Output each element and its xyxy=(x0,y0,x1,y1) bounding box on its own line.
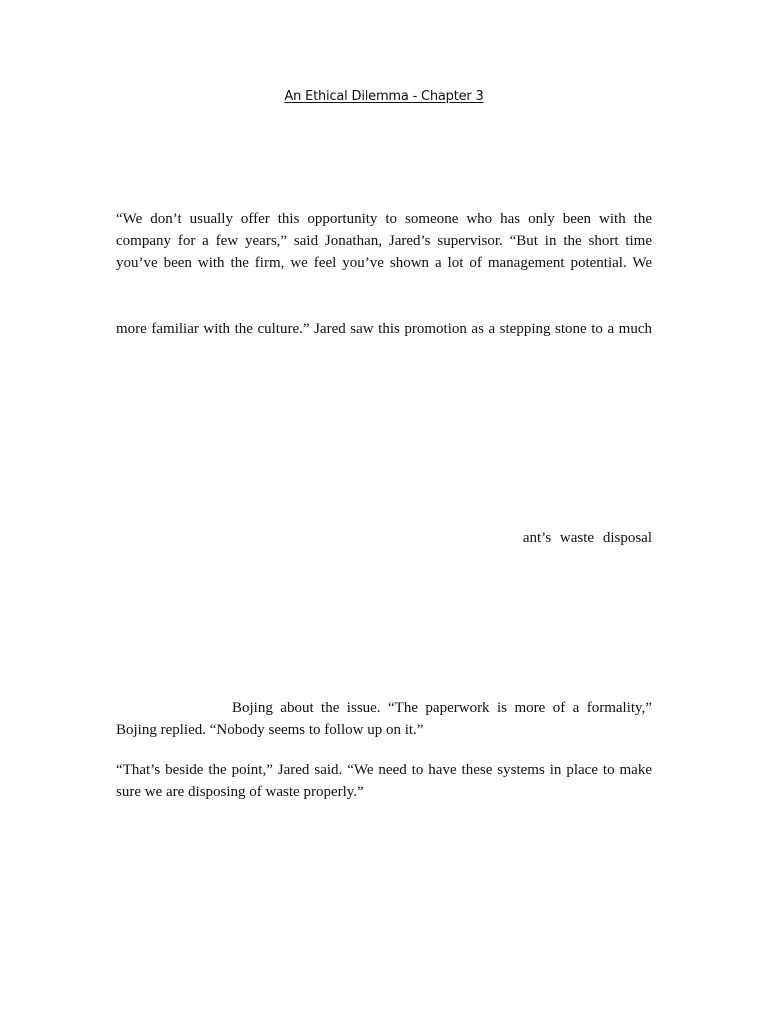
paragraph-1-line-3: you’ve been with the firm, we feel you’ve shown a lot of management potential. We xyxy=(116,255,652,271)
paragraph-5-line-1: “That’s beside the point,” Jared said. “We need to have these systems in place to make xyxy=(116,762,652,778)
document-title: An Ethical Dilemma - Chapter 3 xyxy=(284,89,484,104)
paragraph-2-line: more familiar with the culture.” Jared saw this promotion as a stepping stone to a much xyxy=(116,321,652,337)
paragraph-5-line-2: sure we are disposing of waste properly.” xyxy=(116,784,364,800)
paragraph-1-line-2: company for a few years,” said Jonathan, Jared’s supervisor. “But in the short time xyxy=(116,233,652,249)
paragraph-4-line-1: Bojing about the issue. “The paperwork is more of a formality,” xyxy=(232,700,652,716)
paragraph-3-fragment: ant’s waste disposal xyxy=(522,530,652,546)
paragraph-4-line-2: Bojing replied. “Nobody seems to follow up on it.” xyxy=(116,722,424,738)
paragraph-1-line-1: “We don’t usually offer this opportunity to someone who has only been with the xyxy=(116,211,652,227)
